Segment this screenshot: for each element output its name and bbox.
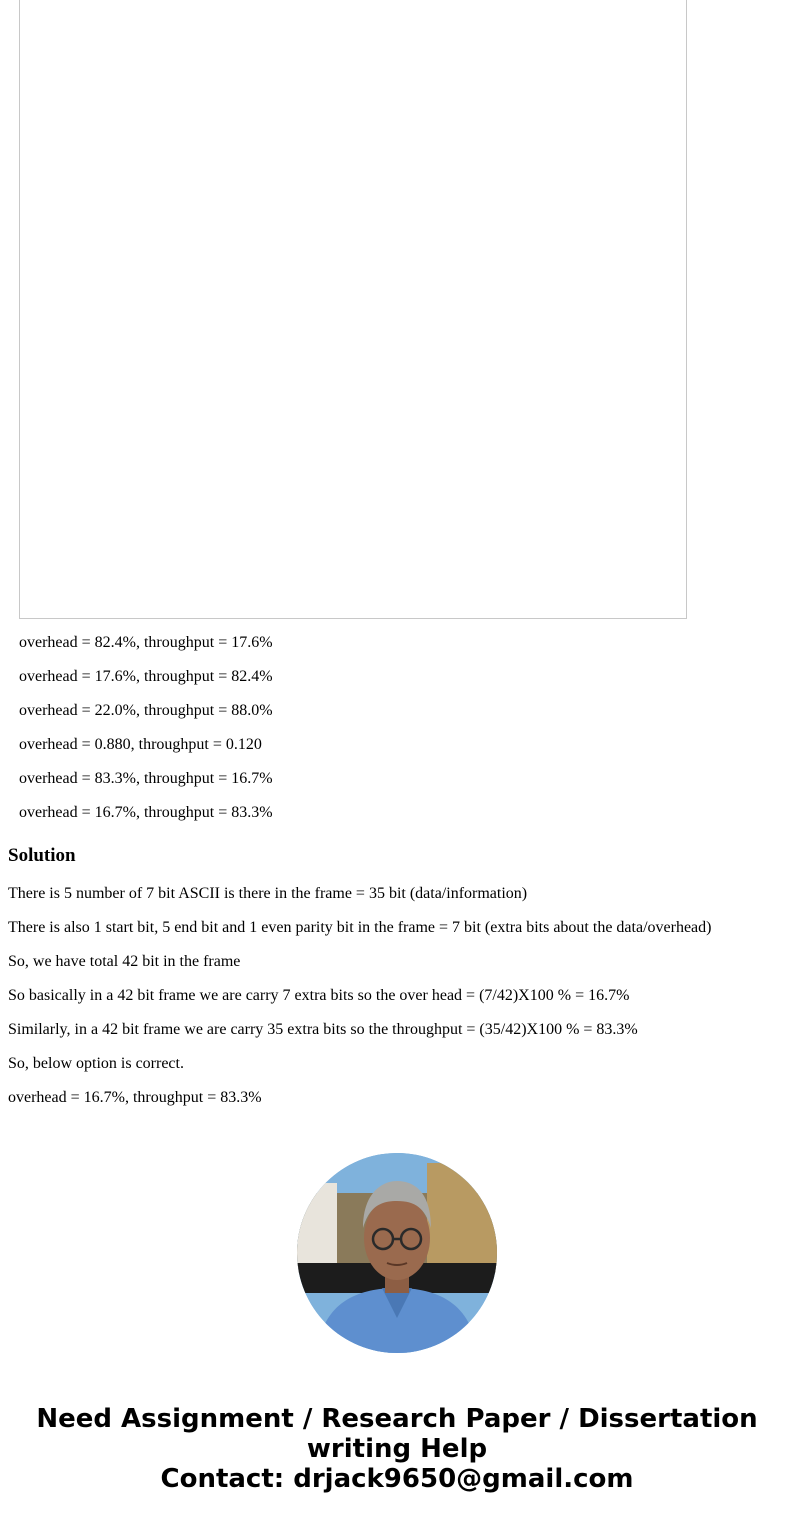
solution-line: Similarly, in a 42 bit frame we are carry 35 extra bits so the throughput = (35/42)X100 % = 83.3% [8, 1021, 638, 1038]
author-avatar [297, 1153, 497, 1353]
cta-line: Need Assignment / Research Paper / Dissertation [36, 1404, 758, 1434]
solution-line: So, we have total 42 bit in the frame [8, 953, 241, 970]
solution-line: There is 5 number of 7 bit ASCII is there in the frame = 35 bit (data/information) [8, 885, 528, 902]
answer-option[interactable]: overhead = 16.7%, throughput = 83.3% [19, 804, 273, 821]
question-image-frame [19, 0, 687, 619]
contact-banner [0, 1404, 794, 1494]
answer-option[interactable]: overhead = 0.880, throughput = 0.120 [19, 736, 262, 753]
answer-option[interactable]: overhead = 83.3%, throughput = 16.7% [19, 770, 273, 787]
answer-option[interactable]: overhead = 82.4%, throughput = 17.6% [19, 634, 273, 651]
answer-option[interactable]: overhead = 17.6%, throughput = 82.4% [19, 668, 273, 685]
answer-option[interactable]: overhead = 22.0%, throughput = 88.0% [19, 702, 273, 719]
cta-line: writing Help [306, 1434, 488, 1464]
contact-email[interactable]: Contact: drjack9650@gmail.com [160, 1464, 634, 1494]
solution-answer: overhead = 16.7%, throughput = 83.3% [8, 1089, 262, 1106]
answer-options [19, 634, 273, 838]
solution-heading: Solution [8, 845, 76, 866]
solution-line: There is also 1 start bit, 5 end bit and 1 even parity bit in the frame = 7 bit (extra bits about the data/overhead) [8, 919, 712, 936]
solution-line: So, below option is correct. [8, 1055, 184, 1072]
solution-section [8, 845, 788, 1123]
solution-line: So basically in a 42 bit frame we are carry 7 extra bits so the over head = (7/42)X100 % = 16.7% [8, 987, 630, 1004]
